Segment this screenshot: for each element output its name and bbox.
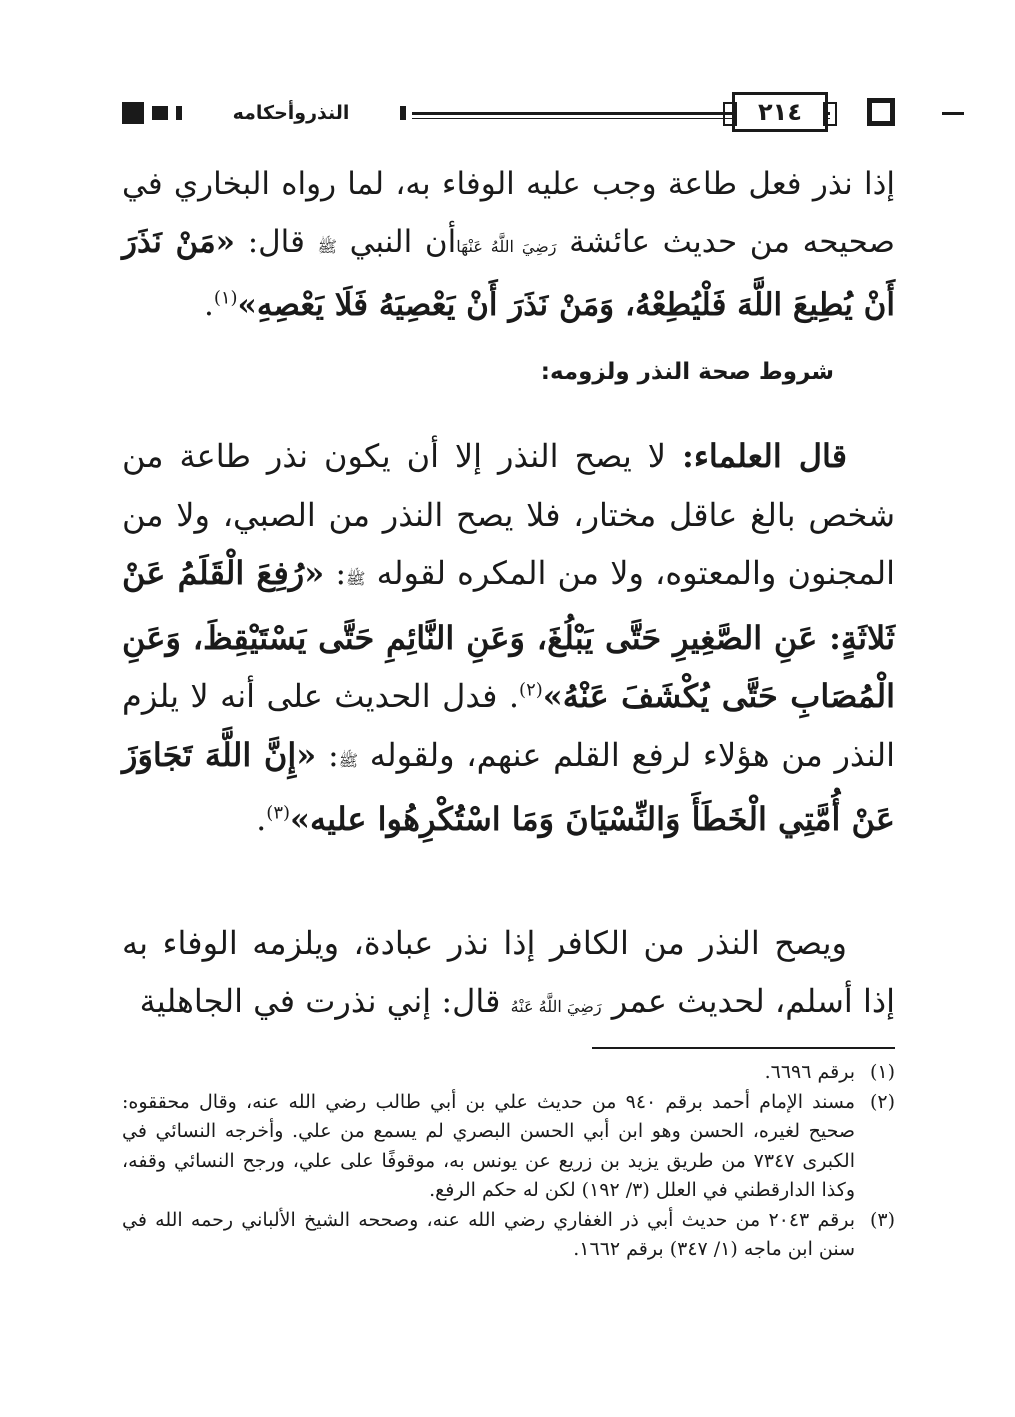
page-header — [122, 92, 895, 136]
section-heading: شروط صحة النذر ولزومه: — [540, 359, 834, 385]
footnote-number: (٣) — [869, 1208, 895, 1231]
footnotes — [122, 1058, 895, 1265]
footnote-separator — [592, 1047, 895, 1049]
header-ornament-square — [122, 102, 144, 124]
footnote-text: برقم ٢٠٤٣ من حديث أبي ذر الغفاري رضي الله عنه، وصححه الشيخ الألباني رحمه الله في سنن ابن ماجه (١/ ٣٤٧) برقم ١٦٦٢. — [122, 1208, 855, 1260]
honorific: ﷺ — [346, 569, 366, 588]
hadith-quote: «مَنْ نَذَرَ أَنْ يُطِيعَ اللَّهَ فَلْيُطِعْهُ، وَمَنْ نَذَرَ أَنْ يَعْصِيَهُ فَلَا يَعْصِهِ» — [122, 224, 895, 323]
paragraph-text: أن النبي — [336, 224, 457, 260]
header-ornament-block — [152, 106, 168, 120]
header-ornament-bar — [400, 106, 406, 120]
footnote-text: برقم ٦٦٩٦. — [764, 1061, 855, 1083]
paragraph-text: قال: إني نذرت في الجاهلية — [139, 982, 511, 1020]
footnote-number: (١) — [869, 1061, 895, 1083]
paragraph-disbeliever — [122, 914, 895, 1036]
footnote — [122, 1058, 895, 1088]
paragraph-text: : — [324, 554, 347, 592]
hadith-quote: «رُفِعَ الْقَلَمُ عَنْ ثَلاثَةٍ: عَنِ الصَّغِيرِ حَتَّى يَبْلُغَ، وَعَنِ النَّائِمِ حَتَّى يَسْتَيْقِظَ، وَعَنِ الْمُصَابِ حَتَّى يُكْشَفَ عَنْهُ» — [122, 554, 896, 715]
honorific: ﷺ — [338, 750, 359, 770]
honorific: رَضِيَ اللَّهُ عَنْهُ — [510, 997, 602, 1016]
paragraph-text: . — [203, 287, 214, 323]
paragraph-text: لا يصح النذر إلا أن يكون نذر طاعة من شخص بالغ عاقل مختار، فلا يصح النذر من الصبي، ولا من المجنون والمعتوه، ولا من المكره لقوله — [122, 437, 896, 592]
page-number-box — [732, 92, 828, 132]
paragraph-text: : — [316, 735, 339, 774]
paragraph-text: إذا نذر فعل طاعة وجب عليه الوفاء به، لما رواه البخاري في صحيحه من حديث عائشة — [122, 166, 895, 260]
page-number: ٢١٤ — [758, 98, 802, 126]
paragraph-nadhr-obedience — [122, 155, 895, 334]
header-rule — [942, 112, 964, 115]
footnote — [122, 1206, 895, 1265]
paragraph-text: قال: — [235, 224, 318, 260]
paragraph-text: . فدل الحديث على أنه لا يلزم النذر من هؤلاء لرفع القلم عنهم، ولقوله — [122, 677, 896, 774]
footnote-ref: (١) — [213, 287, 238, 309]
footnote-text: مسند الإمام أحمد برقم ٩٤٠ من حديث علي بن أبي طالب رضي الله عنه، وقال محققوه: صحيح لغيره، الحسن وهو ابن أبي الحسن البصري لم يسمع من علي. وأخرجه النسائي في الكبرى ٧٣٤٧ من طريق يزيد بن زريع عن يونس به، موقوفًا على علي، ورجح النسائي وقفه، وكذا الدارقطني في العلل (٣/ ١٩٢) لكن له حكم الرفع. — [122, 1090, 855, 1201]
lead-phrase: قال العلماء: — [682, 437, 848, 475]
footnote-ref: (٣) — [266, 802, 291, 824]
book-title: النذروأحكامه — [232, 102, 350, 124]
honorific: رَضِيَ اللَّهُ عَنْهَا — [456, 237, 557, 256]
honorific: ﷺ — [317, 237, 337, 256]
footnote-number: (٢) — [869, 1090, 895, 1113]
hadith-quote: «إِنَّ اللَّهَ تَجَاوَزَ عَنْ أُمَّتِي الْخَطَأَ وَالنِّسْيَانَ وَمَا اسْتُكْرِهُوا عليه» — [122, 735, 895, 838]
footnote-ref: (٢) — [519, 679, 543, 701]
paragraph-text: ويصح النذر من الكافر إذا نذر عبادة، ويلزمه الوفاء به إذا أسلم، لحديث عمر — [122, 924, 895, 1020]
header-ornament-bar — [176, 106, 182, 120]
paragraph-conditions — [122, 427, 895, 849]
footnote — [122, 1088, 895, 1206]
paragraph-text: . — [256, 800, 267, 838]
header-ornament-frame — [867, 98, 895, 126]
